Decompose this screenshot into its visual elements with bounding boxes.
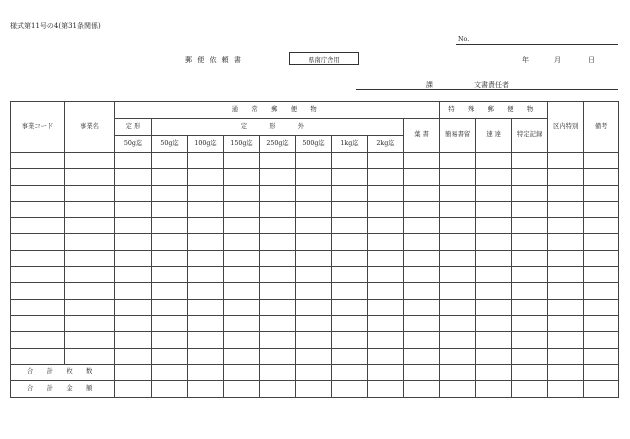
table-cell[interactable] [115,218,152,234]
table-row [11,153,619,169]
table-cell[interactable] [512,299,548,315]
table-cell[interactable] [115,250,152,266]
table-cell[interactable] [11,250,65,266]
table-cell[interactable] [188,234,224,250]
table-cell[interactable] [224,234,260,250]
table-cell[interactable] [11,283,65,299]
table-cell[interactable] [368,299,404,315]
table-cell[interactable] [188,315,224,331]
table-cell[interactable] [548,169,584,185]
header-ordinary-mail: 通 常 郵 便 物 [115,102,440,119]
table-cell[interactable] [224,332,260,348]
table-cell[interactable] [115,201,152,217]
table-cell[interactable] [260,169,296,185]
total-cell[interactable] [332,381,368,398]
table-cell[interactable] [332,299,368,315]
total-amount-row [11,381,619,398]
table-cell[interactable] [476,169,512,185]
total-cell[interactable] [224,364,260,381]
table-cell[interactable] [512,234,548,250]
total-cell[interactable] [368,381,404,398]
table-cell[interactable] [65,234,115,250]
table-cell[interactable] [224,315,260,331]
table-cell[interactable] [548,234,584,250]
table-cell[interactable] [65,348,115,364]
table-cell[interactable] [260,348,296,364]
table-cell[interactable] [512,348,548,364]
table-cell[interactable] [404,218,440,234]
table-cell[interactable] [440,299,476,315]
total-amount-row-label: 合 計 金 額 [11,381,115,398]
table-cell[interactable] [152,315,188,331]
table-row [11,332,619,348]
table-cell[interactable] [260,267,296,283]
table-cell[interactable] [152,267,188,283]
table-cell[interactable] [11,299,65,315]
table-cell[interactable] [404,267,440,283]
header-biko: 備考 [584,102,619,153]
header-row-1 [11,102,619,119]
table-cell[interactable] [296,348,332,364]
table-cell[interactable] [584,201,619,217]
usage-box [289,52,359,65]
table-cell[interactable] [548,153,584,169]
table-cell[interactable] [224,153,260,169]
table-cell[interactable] [476,315,512,331]
table-row [11,348,619,364]
table-cell[interactable] [115,169,152,185]
table-cell[interactable] [152,348,188,364]
table-cell[interactable] [512,315,548,331]
table-cell[interactable] [332,332,368,348]
table-cell[interactable] [224,348,260,364]
table-cell[interactable] [512,201,548,217]
table-cell[interactable] [548,250,584,266]
table-row [11,201,619,217]
table-cell[interactable] [368,201,404,217]
table-cell[interactable] [152,201,188,217]
table-cell[interactable] [548,185,584,201]
table-cell[interactable] [440,332,476,348]
table-cell[interactable] [584,267,619,283]
total-cell[interactable] [152,364,188,381]
header-tokutei: 特定記録 [512,119,548,153]
table-cell[interactable] [368,332,404,348]
total-cell[interactable] [476,364,512,381]
table-cell[interactable] [476,234,512,250]
table-cell[interactable] [188,169,224,185]
table-cell[interactable] [404,250,440,266]
table-cell[interactable] [152,185,188,201]
total-count-row [11,364,619,381]
total-cell[interactable] [440,364,476,381]
table-cell[interactable] [11,201,65,217]
total-cell[interactable] [115,381,152,398]
table-cell[interactable] [584,169,619,185]
weight-teikei: 50g迄 [115,136,152,153]
table-cell[interactable] [332,218,368,234]
table-cell[interactable] [188,250,224,266]
table-cell[interactable] [332,348,368,364]
table-cell[interactable] [152,332,188,348]
table-cell[interactable] [368,169,404,185]
table-cell[interactable] [296,299,332,315]
table-cell[interactable] [548,332,584,348]
table-cell[interactable] [404,283,440,299]
table-cell[interactable] [296,267,332,283]
table-cell[interactable] [512,153,548,169]
table-cell[interactable] [296,234,332,250]
table-cell[interactable] [296,250,332,266]
table-row [11,234,619,250]
officer-label: 文書責任者 [474,81,509,89]
table-cell[interactable] [440,283,476,299]
table-cell[interactable] [440,153,476,169]
table-cell[interactable] [260,201,296,217]
header-sokutatsu: 速 達 [476,119,512,153]
table-cell[interactable] [65,218,115,234]
header-hagaki: 葉 書 [404,119,440,153]
table-cell[interactable] [368,185,404,201]
table-cell[interactable] [260,299,296,315]
table-cell[interactable] [332,250,368,266]
table-cell[interactable] [296,169,332,185]
table-cell[interactable] [476,218,512,234]
table-cell[interactable] [115,185,152,201]
table-cell[interactable] [512,218,548,234]
table-cell[interactable] [476,185,512,201]
table-cell[interactable] [188,299,224,315]
table-cell[interactable] [404,332,440,348]
table-cell[interactable] [296,315,332,331]
weight-outside: 100g迄 [188,136,224,153]
total-cell[interactable] [224,381,260,398]
table-cell[interactable] [115,153,152,169]
table-cell[interactable] [115,315,152,331]
total-cell[interactable] [404,381,440,398]
table-cell[interactable] [296,185,332,201]
table-cell[interactable] [152,169,188,185]
table-row [11,315,619,331]
table-cell[interactable] [476,283,512,299]
table-row [11,283,619,299]
table-cell[interactable] [512,169,548,185]
table-cell[interactable] [548,315,584,331]
table-cell[interactable] [584,283,619,299]
table-cell[interactable] [404,315,440,331]
table-cell[interactable] [65,332,115,348]
table-cell[interactable] [332,267,368,283]
total-cell[interactable] [188,364,224,381]
table-cell[interactable] [296,332,332,348]
table-cell[interactable] [65,299,115,315]
table-cell[interactable] [476,153,512,169]
table-cell[interactable] [512,283,548,299]
table-cell[interactable] [260,283,296,299]
total-cell[interactable] [548,364,584,381]
table-cell[interactable] [224,250,260,266]
table-cell[interactable] [440,169,476,185]
total-cell[interactable] [188,381,224,398]
table-cell[interactable] [260,218,296,234]
table-cell[interactable] [260,153,296,169]
table-cell[interactable] [152,153,188,169]
table-cell[interactable] [584,185,619,201]
total-cell[interactable] [476,381,512,398]
header-code: 事業コード [11,102,65,153]
header-teikeigai: 定 形 外 [152,119,404,136]
table-cell[interactable] [11,153,65,169]
table-cell[interactable] [11,315,65,331]
usage-label: 県南庁舎用 [308,57,340,64]
table-cell[interactable] [224,185,260,201]
table-cell[interactable] [440,201,476,217]
table-row [11,267,619,283]
total-cell[interactable] [512,364,548,381]
table-cell[interactable] [152,234,188,250]
table-cell[interactable] [65,153,115,169]
table-cell[interactable] [65,169,115,185]
table-cell[interactable] [188,267,224,283]
table-cell[interactable] [584,332,619,348]
weight-outside: 1kg迄 [332,136,368,153]
total-cell[interactable] [512,381,548,398]
weight-outside: 250g迄 [260,136,296,153]
total-cell[interactable] [404,364,440,381]
table-cell[interactable] [332,201,368,217]
table-cell[interactable] [404,169,440,185]
header-kanii: 簡易書留 [440,119,476,153]
header-kunai: 区内特別 [548,102,584,153]
header-teikei: 定 形 [115,119,152,136]
section-underline [356,89,618,90]
table-cell[interactable] [65,185,115,201]
table-cell[interactable] [476,267,512,283]
table-cell[interactable] [440,185,476,201]
table-cell[interactable] [584,153,619,169]
table-cell[interactable] [188,332,224,348]
table-cell[interactable] [152,299,188,315]
form-id: 様式第11号の4(第31条関係) [10,22,101,30]
table-cell[interactable] [368,250,404,266]
table-cell[interactable] [65,267,115,283]
table-cell[interactable] [368,218,404,234]
table-cell[interactable] [404,153,440,169]
table-cell[interactable] [188,185,224,201]
total-cell[interactable] [260,381,296,398]
table-cell[interactable] [152,250,188,266]
table-cell[interactable] [224,299,260,315]
number-label: No. [458,36,470,43]
table-cell[interactable] [476,299,512,315]
table-cell[interactable] [260,234,296,250]
page-title: 郵 便 依 頼 書 [185,56,243,64]
table-cell[interactable] [224,218,260,234]
table-cell[interactable] [188,218,224,234]
weight-outside: 50g迄 [152,136,188,153]
table-cell[interactable] [224,267,260,283]
table-cell[interactable] [260,185,296,201]
table-cell[interactable] [188,201,224,217]
table-cell[interactable] [512,267,548,283]
table-cell[interactable] [11,267,65,283]
table-cell[interactable] [115,283,152,299]
table-cell[interactable] [332,315,368,331]
table-cell[interactable] [368,348,404,364]
table-cell[interactable] [115,267,152,283]
header-name: 事業名 [65,102,115,153]
table-cell[interactable] [368,153,404,169]
weight-outside: 150g迄 [224,136,260,153]
table-row [11,185,619,201]
weight-outside: 2kg迄 [368,136,404,153]
total-cell[interactable] [332,364,368,381]
table-cell[interactable] [512,185,548,201]
table-cell[interactable] [512,332,548,348]
total-count-row-label: 合 計 枚 数 [11,364,115,381]
table-cell[interactable] [115,234,152,250]
table-cell[interactable] [584,348,619,364]
table-cell[interactable] [332,185,368,201]
table-cell[interactable] [11,332,65,348]
table-cell[interactable] [296,153,332,169]
table-cell[interactable] [548,348,584,364]
total-cell[interactable] [152,381,188,398]
total-cell[interactable] [260,364,296,381]
table-cell[interactable] [65,283,115,299]
table-cell[interactable] [11,348,65,364]
table-cell[interactable] [65,315,115,331]
table-cell[interactable] [296,201,332,217]
table-cell[interactable] [584,218,619,234]
table-cell[interactable] [11,218,65,234]
table-cell[interactable] [440,218,476,234]
table-cell[interactable] [115,299,152,315]
table-cell[interactable] [440,315,476,331]
table-cell[interactable] [260,315,296,331]
header-special-mail: 特 殊 郵 便 物 [440,102,548,119]
table-cell[interactable] [152,218,188,234]
table-cell[interactable] [404,348,440,364]
table-cell[interactable] [440,348,476,364]
table-cell[interactable] [11,169,65,185]
table-cell[interactable] [404,299,440,315]
table-row [11,299,619,315]
table-cell[interactable] [476,348,512,364]
table-cell[interactable] [296,283,332,299]
table-cell[interactable] [476,250,512,266]
table-cell[interactable] [368,267,404,283]
table-cell[interactable] [368,315,404,331]
table-cell[interactable] [224,201,260,217]
table-cell[interactable] [584,315,619,331]
table-cell[interactable] [476,332,512,348]
mail-request-table [10,101,619,398]
table-cell[interactable] [224,169,260,185]
weight-outside: 500g迄 [296,136,332,153]
year-label: 年 [522,56,529,64]
section-label: 課 [426,81,433,89]
number-underline [456,44,618,45]
table-cell[interactable] [152,283,188,299]
table-cell[interactable] [548,201,584,217]
month-label: 月 [554,56,561,64]
table-cell[interactable] [440,267,476,283]
table-cell[interactable] [584,250,619,266]
table-cell[interactable] [404,201,440,217]
table-cell[interactable] [584,234,619,250]
table-cell[interactable] [188,283,224,299]
table-cell[interactable] [65,201,115,217]
total-cell[interactable] [296,381,332,398]
table-cell[interactable] [188,153,224,169]
table-cell[interactable] [548,283,584,299]
table-cell[interactable] [65,250,115,266]
table-cell[interactable] [296,218,332,234]
table-cell[interactable] [260,332,296,348]
table-cell[interactable] [404,234,440,250]
table-cell[interactable] [332,153,368,169]
day-label: 日 [588,56,595,64]
table-row [11,250,619,266]
table-cell[interactable] [440,234,476,250]
table-cell[interactable] [512,250,548,266]
table-cell[interactable] [115,348,152,364]
table-cell[interactable] [224,283,260,299]
total-cell[interactable] [440,381,476,398]
table-cell[interactable] [332,283,368,299]
table-cell[interactable] [368,283,404,299]
table-cell[interactable] [548,218,584,234]
total-cell[interactable] [296,364,332,381]
table-row [11,169,619,185]
table-cell[interactable] [115,332,152,348]
table-cell[interactable] [584,299,619,315]
table-row [11,218,619,234]
total-cell[interactable] [584,381,619,398]
total-cell[interactable] [584,364,619,381]
table-cell[interactable] [11,234,65,250]
table-cell[interactable] [260,250,296,266]
total-cell[interactable] [368,364,404,381]
table-cell[interactable] [188,348,224,364]
table-cell[interactable] [440,250,476,266]
table-cell[interactable] [548,267,584,283]
table-cell[interactable] [476,201,512,217]
table-cell[interactable] [332,234,368,250]
total-cell[interactable] [115,364,152,381]
table-cell[interactable] [368,234,404,250]
table-cell[interactable] [11,185,65,201]
table-cell[interactable] [548,299,584,315]
table-cell[interactable] [404,185,440,201]
table-cell[interactable] [332,169,368,185]
total-cell[interactable] [548,381,584,398]
